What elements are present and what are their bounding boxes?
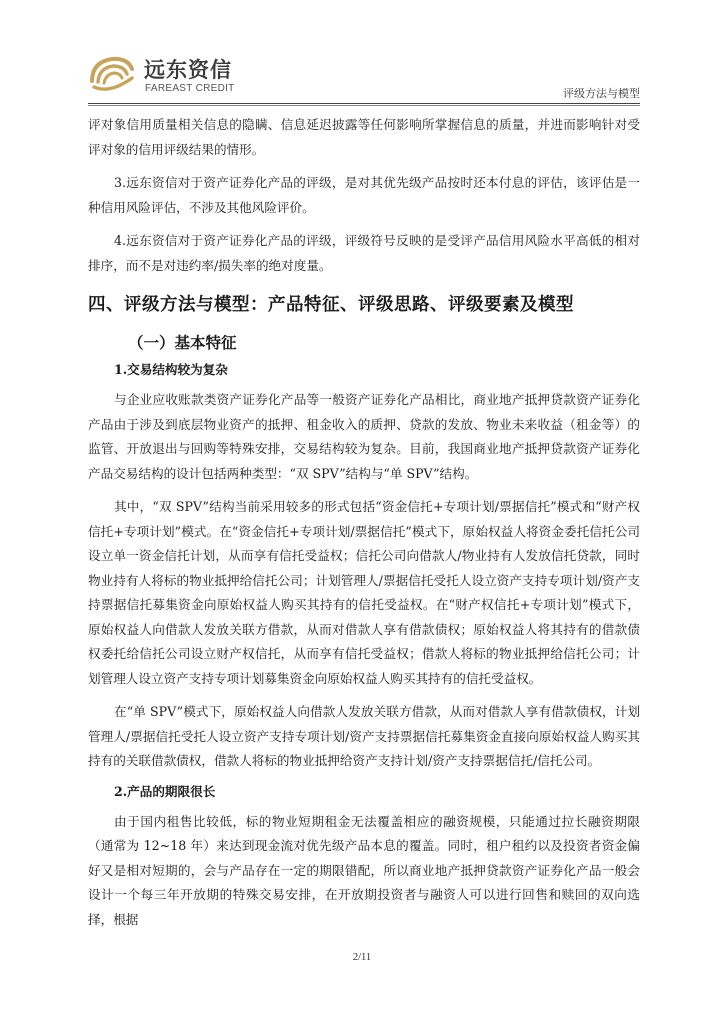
page-content (88, 113, 640, 932)
page-number: 2/11 (352, 952, 372, 963)
paragraph: 与企业应收账款类资产证券化产品等一般资产证券化产品相比，商业地产抵押贷款资产证券化产品由于涉及到底层物业资产的抵押、租金收入的质押、贷款的发放、物业未来收益（租金等）的监管、开放退出与回购等特殊安排，交易结构较为复杂。目前，我国商业地产抵押贷款资产证券化产品交易结构的设计包括两种类型：“双 SPV”结构与“单 SPV”结构。 (88, 392, 640, 481)
paragraph: 其中，“双 SPV”结构当前采用较多的形式包括“资金信托+专项计划/票据信托”模式和“财产权信托+专项计划”模式。在“资金信托+专项计划/票据信托”模式下，原始权益人将资金委托信托公司设立单一资金信托计划，从而享有信托受益权；信托公司向借款人/物业持有人发放信托贷款，同时物业持有人将标的物业抵押给信托公司；计划管理人/票据信托受托人设立资产支持专项计划/资产支持票据信托募集资金向原始权益人购买其持有的信托受益权。在“财产权信托+专项计划”模式下，原始权益人向借款人发放关联方借款，从而对借款人享有借款债权；原始权益人将其持有的借款债权委托给信托公司设立财产权信托，从而享有信托受益权；借款人将标的物业抵押给信托公司；计划管理人设立资产支持专项计划募集资金向原始权益人购买其持有的信托受益权。 (88, 499, 640, 686)
paragraph: 3.远东资信对于资产证券化产品的评级，是对其优先级产品按时还本付息的评估，该评估是一种信用风险评估，不涉及其他风险评价。 (88, 175, 640, 215)
paragraph: 在“单 SPV”模式下，原始权益人向借款人发放关联方借款，从而对借款人享有借款债权，计划管理人/票据信托受托人设立资产支持专项计划/资产支持票据信托募集资金直接向原始权益人购买其持有的关联借款债权，借款人将标的物业抵押给资产支持计划/资产支持票据信托/信托公司。 (88, 704, 640, 768)
document-title: 评级方法与模型 (563, 87, 640, 100)
header-divider-thin (88, 105, 640, 106)
item-heading: 1.交易结构较为复杂 (114, 362, 228, 377)
logo-chinese-name: 远东资信 (144, 58, 232, 82)
page-header (88, 52, 640, 104)
fareast-logo-icon (88, 54, 136, 96)
item-heading: 2.产品的期限很长 (114, 783, 216, 799)
subsection-heading: （一）基本特征 (128, 334, 237, 352)
paragraph: 评对象信用质量相关信息的隐瞒、信息延迟披露等任何影响所掌握信息的质量，并进而影响针对受评对象的信用评级结果的情形。 (88, 117, 640, 157)
section-heading: 四、评级方法与模型：产品特征、评级思路、评级要素及模型 (88, 295, 574, 315)
paragraph: 4.远东资信对于资产证券化产品的评级，评级符号反映的是受评产品信用风险水平高低的相对排序，而不是对违约率/损失率的绝对度量。 (88, 233, 640, 273)
paragraph: 由于国内租售比较低，标的物业短期租金无法覆盖相应的融资规模，只能通过拉长融资期限（通常为 12~18 年）来达到现金流对优先级产品本息的覆盖。同时，租户租约以及投资者资金偏好又是相对短期的，会与产品存在一定的期限错配，所以商业地产抵押贷款资产证券化产品一般会设计一个每三年开放期的特殊交易安排，在开放期投资者与融资人可以进行回售和赎回的双向选择，根据 (88, 813, 640, 927)
logo-english-name: FAREAST CREDIT (145, 83, 235, 94)
header-divider (88, 103, 640, 104)
